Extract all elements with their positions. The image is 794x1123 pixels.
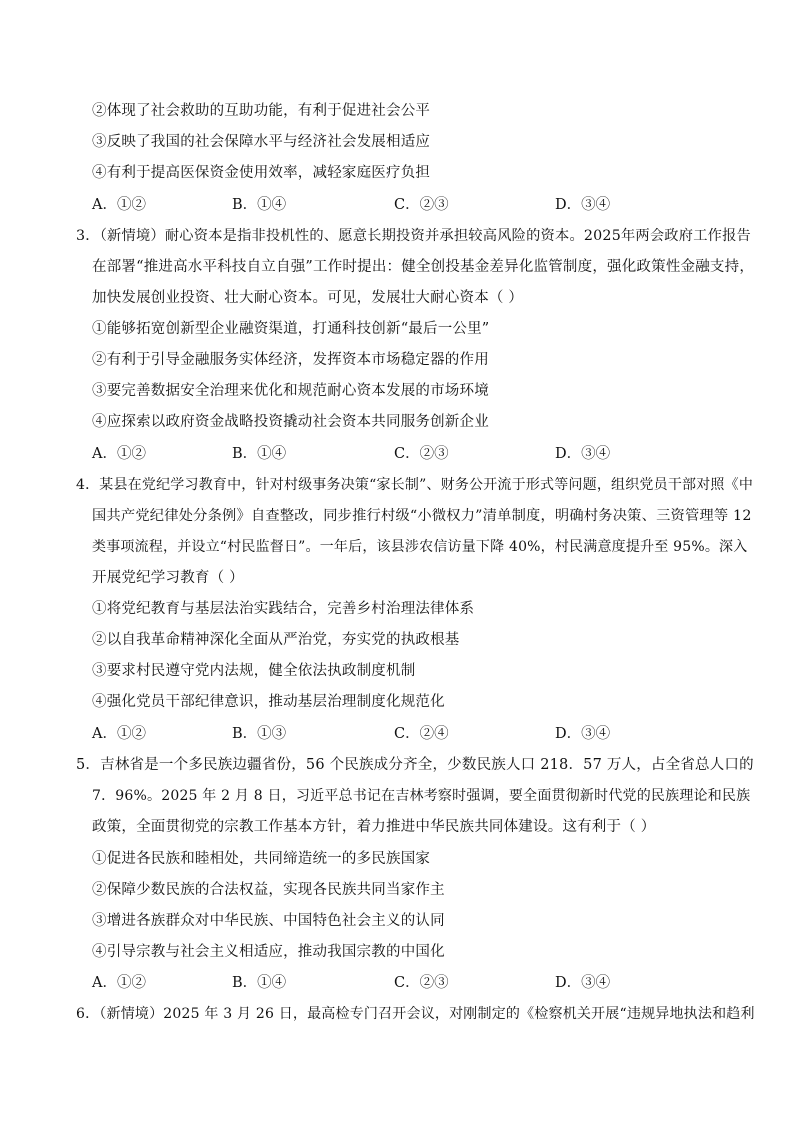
q2-item-3: ③反映了我国的社会保障水平与经济社会发展相适应 [92,134,431,150]
q3-item-1: ①能够拓宽创新型企业融资渠道，打通科技创新“最后一公里” [92,321,490,337]
q4-item-3: ③要求村民遵守党内法规，健全依法执政制度机制 [92,663,416,679]
q4-option-a: A．①② [92,726,146,742]
q4-item-1: ①将党纪教育与基层法治实践结合，完善乡村治理法律体系 [92,601,475,617]
q4-stem-line-2: 国共产党纪律处分条例》自查整改，同步推行村级“小微权力”清单制度，明确村务决策、三资管理等 12 [92,508,752,524]
q3-option-a: A．①② [92,446,146,462]
q5-item-1: ①促进各民族和睦相处，共同缔造统一的多民族国家 [92,851,431,867]
q2-option-c: C．②③ [394,197,449,213]
q5-option-b: B．①④ [232,975,287,991]
q5-item-2: ②保障少数民族的合法权益，实现各民族共同当家作主 [92,882,445,898]
q4-item-4: ④强化党员干部纪律意识，推动基层治理制度化规范化 [92,694,445,710]
q5-stem-line-1: 5．吉林省是一个多民族边疆省份，56 个民族成分齐全，少数民族人口 218．57 万人，占全省总人口的 [76,757,754,773]
q5-option-c: C．②③ [394,975,449,991]
q3-stem-line-2: 在部署“推进高水平科技自立自强”工作时提出：健全创投基金差异化监管制度，强化政策性金融支持， [92,259,755,275]
q5-option-d: D．③④ [555,975,611,991]
q2-item-2: ②体现了社会救助的互助功能，有利于促进社会公平 [92,103,431,119]
q3-option-b: B．①④ [232,446,287,462]
q4-option-b: B．①③ [232,726,287,742]
q5-item-3: ③增进各族群众对中华民族、中国特色社会主义的认同 [92,913,445,929]
q2-option-b: B．①④ [232,197,287,213]
q5-stem-line-2: 7．96%。2025 年 2 月 8 日，习近平总书记在吉林考察时强调，要全面贯彻新时代党的民族理论和民族 [92,788,751,804]
q2-option-a: A．①② [92,197,146,213]
q4-option-d: D．③④ [555,726,611,742]
q3-option-c: C．②③ [394,446,449,462]
q4-stem-line-1: 4．某县在党纪学习教育中，针对村级事务决策“家长制”、财务公开流于形式等问题，组织党员干部对照《中 [76,477,754,493]
q5-option-a: A．①② [92,975,146,991]
q3-option-d: D．③④ [555,446,611,462]
q3-item-2: ②有利于引导金融服务实体经济，发挥资本市场稳定器的作用 [92,352,489,368]
q3-item-4: ④应探索以政府资金战略投资撬动社会资本共同服务创新企业 [92,414,489,430]
q3-stem-line-3: 加快发展创业投资、壮大耐心资本。可见，发展壮大耐心资本（ ） [92,290,524,306]
q3-item-3: ③要完善数据安全治理来优化和规范耐心资本发展的市场环境 [92,383,489,399]
q6-stem-line-1: 6．（新情境）2025 年 3 月 26 日，最高检专门召开会议，对刚制定的《检察机关开展“违规异地执法和趋利 [76,1006,755,1022]
q5-item-4: ④引导宗教与社会主义相适应，推动我国宗教的中国化 [92,944,445,960]
q2-item-4: ④有利于提高医保资金使用效率，减轻家庭医疗负担 [92,165,431,181]
q4-stem-line-4: 开展党纪学习教育（ ） [92,570,244,586]
q5-stem-line-3: 政策，全面贯彻党的宗教工作基本方针，着力推进中华民族共同体建设。这有利于（ ） [92,819,656,835]
q4-stem-line-3: 类事项流程，并设立“村民监督日”。一年后，该县涉农信访量下降 40%，村民满意度提升至 95%。深入 [92,539,748,555]
q4-option-c: C．②④ [394,726,449,742]
q3-stem-line-1: 3．（新情境）耐心资本是指非投机性的、愿意长期投资并承担较高风险的资本。2025年两会政府工作报告 [76,228,752,244]
q2-option-d: D．③④ [555,197,611,213]
q4-item-2: ②以自我革命精神深化全面从严治党，夯实党的执政根基 [92,632,460,648]
